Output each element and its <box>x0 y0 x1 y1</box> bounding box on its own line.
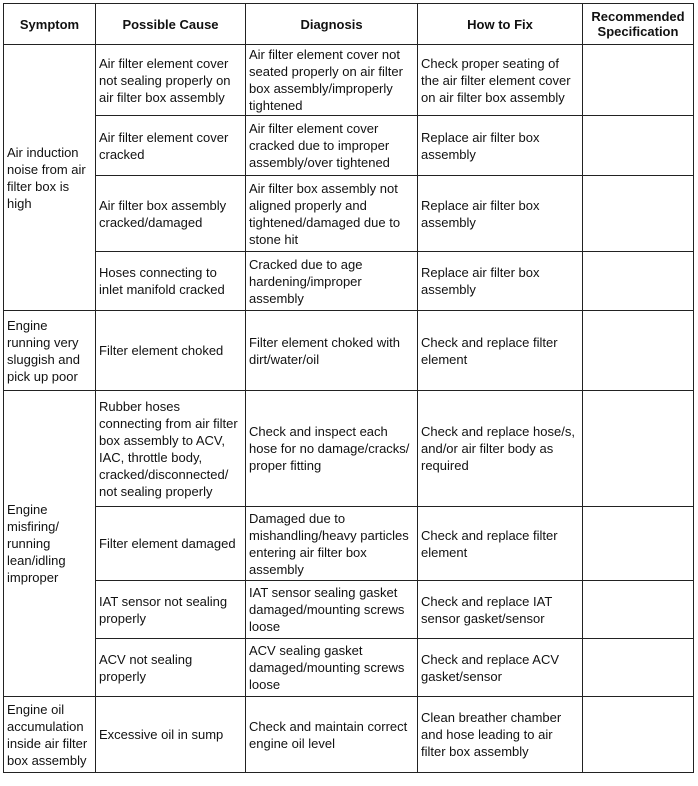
fix-cell: Check and replace IAT sensor gasket/sensor <box>418 581 583 639</box>
symptom-cell: Engine misfiring/ running lean/idling improper <box>4 391 96 697</box>
spec-cell <box>583 581 694 639</box>
table-row <box>4 507 694 581</box>
table-row <box>4 391 694 507</box>
table-row <box>4 252 694 311</box>
cause-cell: Air filter element cover cracked <box>96 116 246 176</box>
spec-cell <box>583 45 694 116</box>
table-row <box>4 581 694 639</box>
header-recommended-specification: Recommended Specification <box>583 4 694 45</box>
spec-cell <box>583 311 694 391</box>
fix-cell: Replace air filter box assembly <box>418 252 583 311</box>
cause-cell: Excessive oil in sump <box>96 697 246 773</box>
header-symptom: Symptom <box>4 4 96 45</box>
fix-cell: Check and replace filter element <box>418 507 583 581</box>
diagnosis-cell: Filter element choked with dirt/water/oil <box>246 311 418 391</box>
fix-cell: Check and replace hose/s, and/or air filter body as required <box>418 391 583 507</box>
diagnosis-cell: Air filter box assembly not aligned properly and tightened/damaged due to stone hit <box>246 176 418 252</box>
spec-cell <box>583 639 694 697</box>
symptom-cell: Engine running very sluggish and pick up poor <box>4 311 96 391</box>
spec-cell <box>583 697 694 773</box>
cause-cell: Rubber hoses connecting from air filter box assembly to ACV, IAC, throttle body, cracked/disconnected/ not sealing properly <box>96 391 246 507</box>
cause-cell: ACV not sealing properly <box>96 639 246 697</box>
cause-cell: Air filter box assembly cracked/damaged <box>96 176 246 252</box>
symptom-cell: Engine oil accumulation inside air filter box assembly <box>4 697 96 773</box>
spec-cell <box>583 507 694 581</box>
table-row <box>4 697 694 773</box>
diagnosis-cell: ACV sealing gasket damaged/mounting screws loose <box>246 639 418 697</box>
header-possible-cause: Possible Cause <box>96 4 246 45</box>
fix-cell: Check proper seating of the air filter element cover on air filter box assembly <box>418 45 583 116</box>
diagnosis-cell: Check and maintain correct engine oil level <box>246 697 418 773</box>
troubleshooting-table <box>3 3 694 773</box>
diagnosis-cell: Check and inspect each hose for no damage/cracks/ proper fitting <box>246 391 418 507</box>
cause-cell: Filter element choked <box>96 311 246 391</box>
table-row <box>4 311 694 391</box>
fix-cell: Replace air filter box assembly <box>418 176 583 252</box>
symptom-cell: Air induction noise from air filter box is high <box>4 45 96 311</box>
header-diagnosis: Diagnosis <box>246 4 418 45</box>
table-row <box>4 45 694 116</box>
cause-cell: Filter element damaged <box>96 507 246 581</box>
spec-cell <box>583 252 694 311</box>
diagnosis-cell: Air filter element cover not seated properly on air filter box assembly/improperly tightened <box>246 45 418 116</box>
diagnosis-cell: Cracked due to age hardening/improper assembly <box>246 252 418 311</box>
table-row <box>4 639 694 697</box>
diagnosis-cell: Air filter element cover cracked due to improper assembly/over tightened <box>246 116 418 176</box>
table-row <box>4 116 694 176</box>
cause-cell: Hoses connecting to inlet manifold cracked <box>96 252 246 311</box>
cause-cell: Air filter element cover not sealing properly on air filter box assembly <box>96 45 246 116</box>
diagnosis-cell: IAT sensor sealing gasket damaged/mounting screws loose <box>246 581 418 639</box>
spec-cell <box>583 391 694 507</box>
fix-cell: Check and replace ACV gasket/sensor <box>418 639 583 697</box>
diagnosis-cell: Damaged due to mishandling/heavy particles entering air filter box assembly <box>246 507 418 581</box>
spec-cell <box>583 176 694 252</box>
fix-cell: Replace air filter box assembly <box>418 116 583 176</box>
spec-cell <box>583 116 694 176</box>
fix-cell: Check and replace filter element <box>418 311 583 391</box>
header-row <box>4 4 694 45</box>
header-how-to-fix: How to Fix <box>418 4 583 45</box>
table-row <box>4 176 694 252</box>
cause-cell: IAT sensor not sealing properly <box>96 581 246 639</box>
fix-cell: Clean breather chamber and hose leading to air filter box assembly <box>418 697 583 773</box>
